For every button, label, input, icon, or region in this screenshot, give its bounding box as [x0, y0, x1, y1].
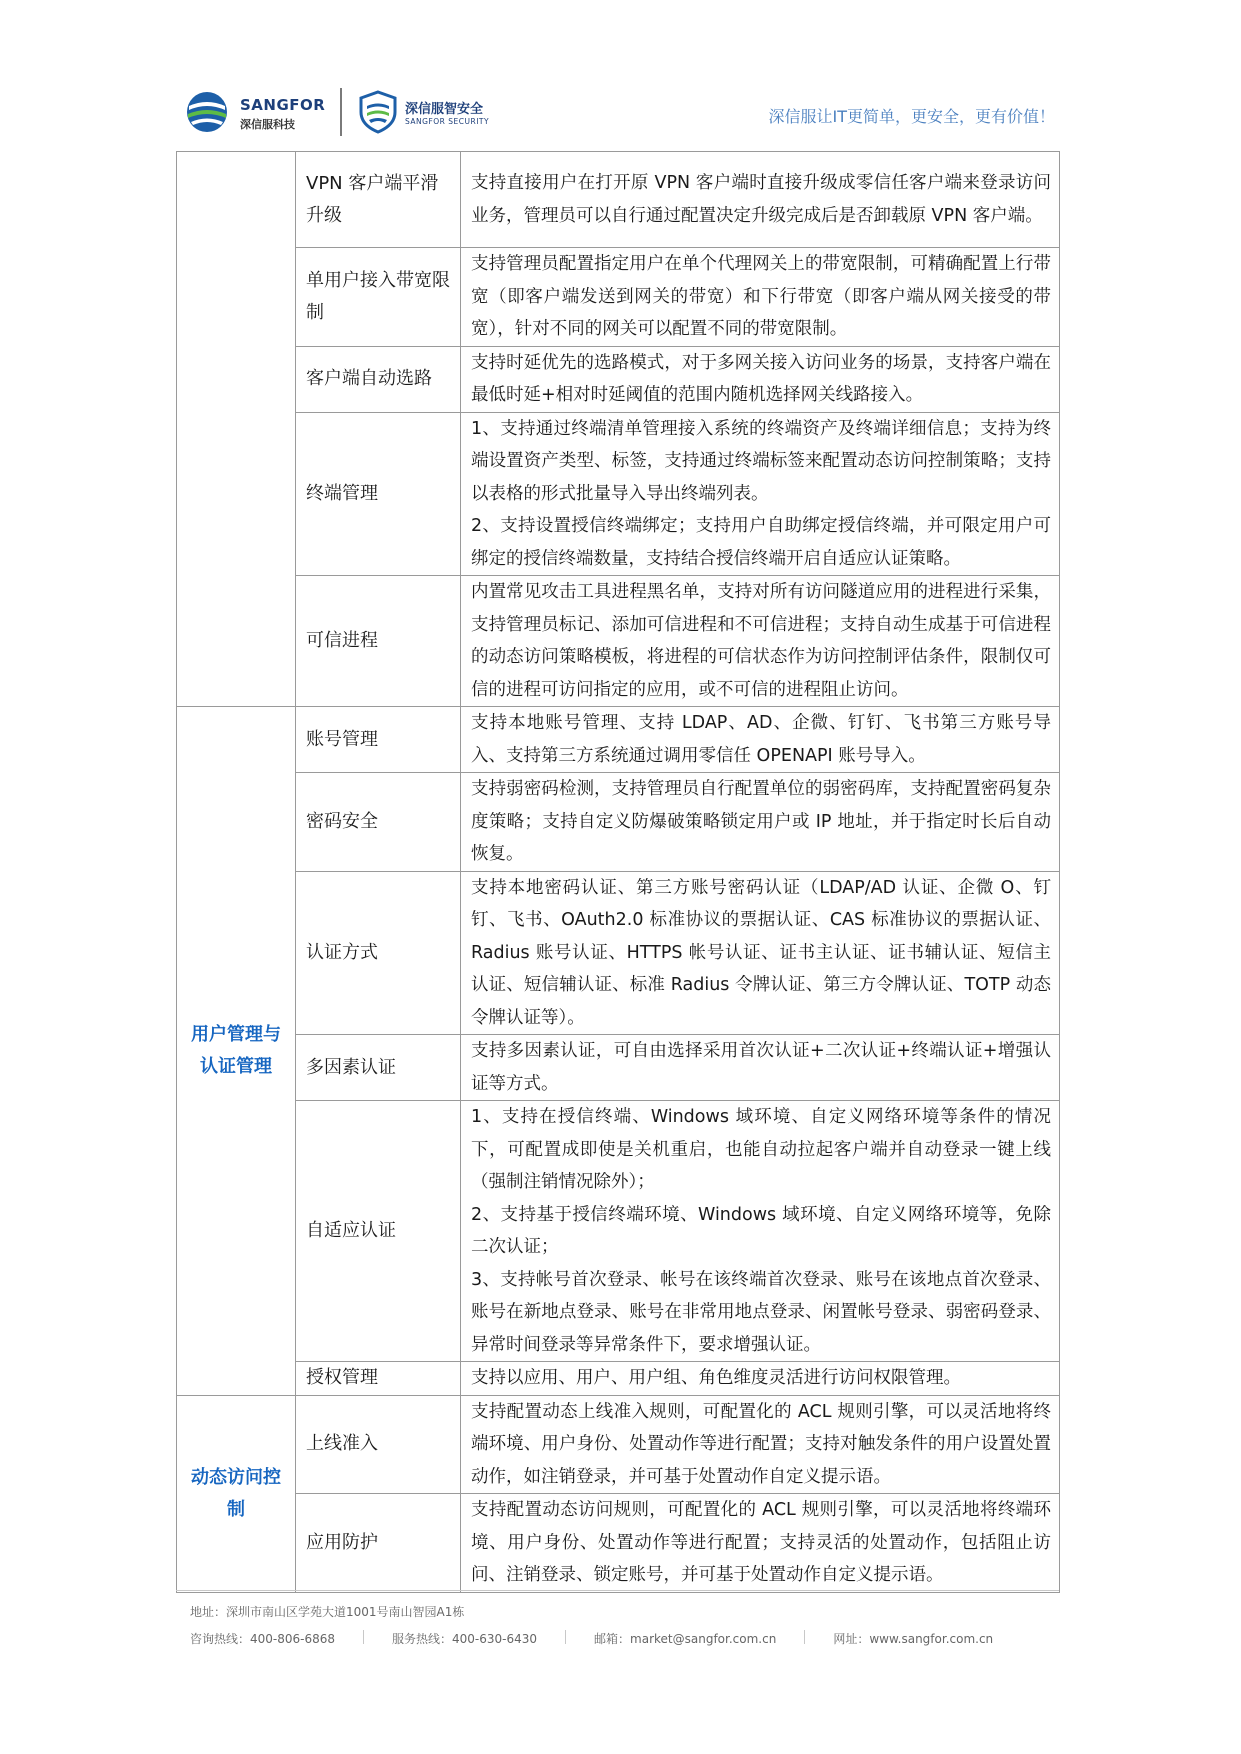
feature-description	[461, 412, 1060, 576]
category-dynamic-access: 动态访问控制	[177, 1395, 296, 1592]
feature-description	[461, 248, 1060, 347]
feature-name: 终端管理	[296, 412, 461, 576]
table-row	[177, 1494, 1060, 1593]
footer-hotline: 咨询热线：400-806-6868	[190, 1632, 336, 1646]
feature-description	[461, 871, 1060, 1035]
feature-description	[461, 1362, 1060, 1396]
table-row	[177, 773, 1060, 872]
feature-description	[461, 707, 1060, 773]
feature-name: 可信进程	[296, 576, 461, 707]
feature-name: 单用户接入带宽限制	[296, 248, 461, 347]
feature-name: 多因素认证	[296, 1035, 461, 1101]
feature-description	[461, 152, 1060, 248]
table-row	[177, 871, 1060, 1035]
footer-separator	[565, 1630, 566, 1644]
feature-name: 应用防护	[296, 1494, 461, 1593]
table-row	[177, 248, 1060, 347]
table-row	[177, 1101, 1060, 1362]
footer-address: 地址：深圳市南山区学苑大道1001号南山智园A1栋	[190, 1605, 465, 1619]
table-row	[177, 152, 1060, 248]
table-row	[177, 1362, 1060, 1396]
feature-spec-table	[176, 151, 1060, 1593]
table-row	[177, 707, 1060, 773]
footer-contacts	[190, 1630, 1050, 1647]
footer-email: 邮箱：market@sangfor.com.cn	[594, 1632, 777, 1646]
description-paragraph: 支持本地账号管理、支持 LDAP、AD、企微、钉钉、飞书第三方账号导入、支持第三方系统通过调用零信任 OPENAPI 账号导入。	[471, 713, 1051, 766]
feature-name: 认证方式	[296, 871, 461, 1035]
footer-website: 网址：www.sangfor.com.cn	[833, 1632, 994, 1646]
description-paragraph: 内置常见攻击工具进程黑名单，支持对所有访问隧道应用的进程进行采集，支持管理员标记、添加可信进程和不可信进程；支持自动生成基于可信进程的动态访问策略模板，将进程的可信状态作为访问控制评估条件，限制仅可信的进程可访问指定的应用，或不可信的进程阻止访问。	[471, 582, 1051, 700]
feature-description	[461, 1101, 1060, 1362]
feature-name: 上线准入	[296, 1395, 461, 1494]
description-paragraph: 支持直接用户在打开原 VPN 客户端时直接升级成零信任客户端来登录访问业务，管理员可以自行通过配置决定升级完成后是否卸载原 VPN 客户端。	[471, 173, 1051, 226]
table-row	[177, 1035, 1060, 1101]
feature-description	[461, 1395, 1060, 1494]
footer-divider	[176, 1590, 1059, 1591]
table-row	[177, 1395, 1060, 1494]
feature-name: 账号管理	[296, 707, 461, 773]
footer-separator	[804, 1630, 805, 1644]
category-user-auth: 用户管理与认证管理	[177, 707, 296, 1396]
feature-name: 密码安全	[296, 773, 461, 872]
feature-description	[461, 1494, 1060, 1593]
feature-description	[461, 576, 1060, 707]
description-paragraph: 1、支持在授信终端、Windows 域环境、自定义网络环境等条件的情况下，可配置成即使是关机重启，也能自动拉起客户端并自动登录一键上线（强制注销情况除外）；	[471, 1107, 1051, 1192]
feature-name: 客户端自动选路	[296, 346, 461, 412]
security-brand-subtitle: SANGFOR SECURITY	[405, 117, 490, 126]
feature-name: 授权管理	[296, 1362, 461, 1396]
table-row	[177, 412, 1060, 576]
sangfor-logo	[185, 90, 345, 134]
feature-name: VPN 客户端平滑升级	[296, 152, 461, 248]
sangfor-security-logo	[357, 90, 497, 134]
sangfor-globe-icon	[185, 90, 235, 134]
description-paragraph: 支持本地密码认证、第三方账号密码认证（LDAP/AD 认证、企微 O、钉钉、飞书、OAuth2.0 标准协议的票据认证、CAS 标准协议的票据认证、Radius 账号认证、HTTPS 帐号认证、证书主认证、证书辅认证、短信主认证、短信辅认证、标准 Radius 令牌认证、第三方令牌认证、TOTP 动态令牌认证等）。	[471, 877, 1051, 1028]
description-paragraph: 3、支持帐号首次登录、帐号在该终端首次登录、账号在该地点首次登录、账号在新地点登录、账号在非常用地点登录、闲置帐号登录、弱密码登录、异常时间登录等异常条件下，要求增强认证。	[471, 1269, 1051, 1355]
category-cell	[177, 152, 296, 707]
feature-name: 自适应认证	[296, 1101, 461, 1362]
footer-separator	[363, 1630, 364, 1644]
logo-divider	[340, 88, 342, 136]
description-paragraph: 支持弱密码检测，支持管理员自行配置单位的弱密码库，支持配置密码复杂度策略；支持自定义防爆破策略锁定用户或 IP 地址，并于指定时长后自动恢复。	[471, 779, 1051, 864]
shield-icon	[357, 90, 399, 134]
description-paragraph: 2、支持基于授信终端环境、Windows 域环境、自定义网络环境等，免除二次认证；	[471, 1204, 1051, 1257]
description-paragraph: 支持配置动态上线准入规则，可配置化的 ACL 规则引擎，可以灵活地将终端环境、用户身份、处置动作等进行配置；支持对触发条件的用户设置处置动作，如注销登录，并可基于处置动作自定义提示语。	[471, 1401, 1051, 1487]
description-paragraph: 1、支持通过终端清单管理接入系统的终端资产及终端详细信息；支持为终端设置资产类型、标签，支持通过终端标签来配置动态访问控制策略；支持以表格的形式批量导入导出终端列表。	[471, 418, 1051, 504]
description-paragraph: 支持以应用、用户、用户组、角色维度灵活进行访问权限管理。	[471, 1368, 961, 1388]
sangfor-brand-subtitle: 深信服科技	[240, 118, 295, 131]
feature-description	[461, 346, 1060, 412]
feature-description	[461, 773, 1060, 872]
description-paragraph: 支持管理员配置指定用户在单个代理网关上的带宽限制，可精确配置上行带宽（即客户端发送到网关的带宽）和下行带宽（即客户端从网关接受的带宽），针对不同的网关可以配置不同的带宽限制。	[471, 254, 1051, 339]
description-paragraph: 支持时延优先的选路模式，对于多网关接入访问业务的场景，支持客户端在最低时延+相对时延阈值的范围内随机选择网关线路接入。	[471, 352, 1051, 405]
table-row	[177, 346, 1060, 412]
feature-description	[461, 1035, 1060, 1101]
description-paragraph: 支持配置动态访问规则，可配置化的 ACL 规则引擎，可以灵活地将终端环境、用户身份、处置动作等进行配置；支持灵活的处置动作，包括阻止访问、注销登录、锁定账号，并可基于处置动作自定义提示语。	[471, 1500, 1051, 1585]
description-paragraph: 支持多因素认证，可自由选择采用首次认证+二次认证+终端认证+增强认证等方式。	[471, 1041, 1051, 1094]
table-row	[177, 576, 1060, 707]
description-paragraph: 2、支持设置授信终端绑定；支持用户自助绑定授信终端，并可限定用户可绑定的授信终端数量，支持结合授信终端开启自适应认证策略。	[471, 516, 1051, 569]
sangfor-brand-name: SANGFOR	[240, 96, 326, 114]
footer-service-line: 服务热线：400-630-6430	[392, 1632, 538, 1646]
page-header	[185, 88, 1055, 138]
security-brand-name: 深信服智安全	[405, 102, 484, 117]
company-slogan: 深信服让IT更简单，更安全，更有价值！	[768, 107, 1055, 126]
